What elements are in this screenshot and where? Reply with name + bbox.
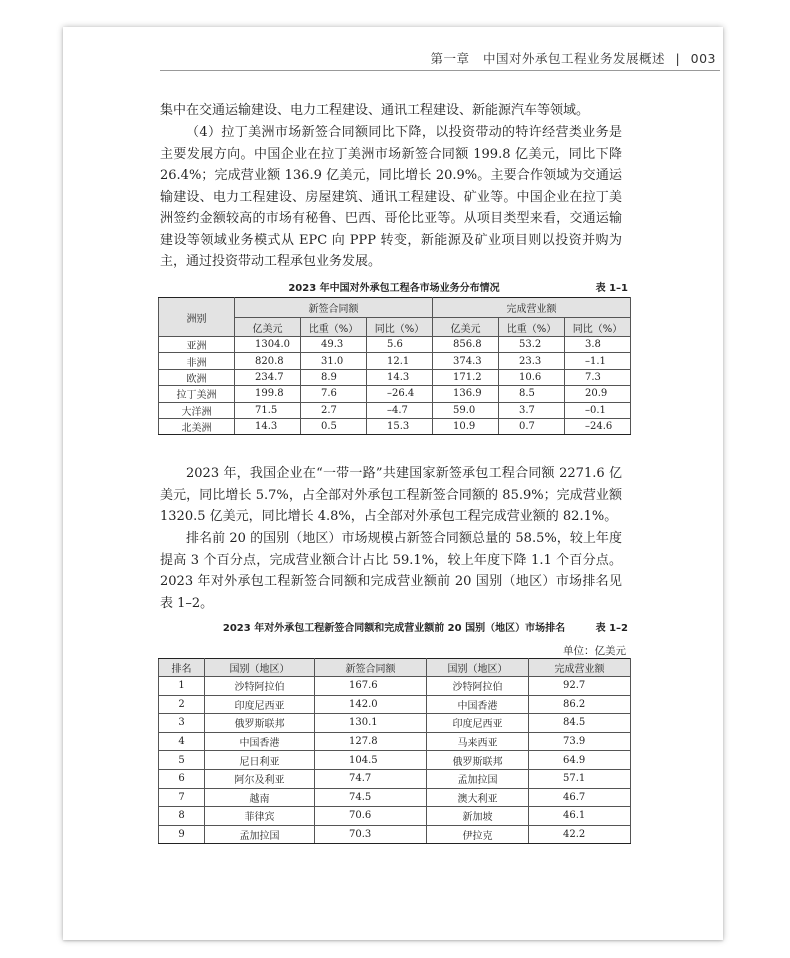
- table-row: [159, 751, 631, 770]
- table-row: [159, 418, 631, 434]
- cell: 5.6: [367, 337, 433, 353]
- header-page-number: 003: [690, 51, 716, 66]
- cell: 92.7: [529, 677, 631, 696]
- col-header-turnover: 完成营业额: [529, 659, 631, 677]
- cell-country: 菲律宾: [205, 807, 315, 826]
- header-separator: |: [675, 51, 681, 66]
- table2-number: 表 1–2: [595, 623, 628, 634]
- cell-country: 阿尔及利亚: [205, 769, 315, 788]
- col-header-country: 国别（地区）: [205, 659, 315, 677]
- col-header-new-contracts: 新签合同额: [315, 659, 427, 677]
- cell: 199.8: [235, 386, 301, 402]
- cell-region: 拉丁美洲: [159, 386, 235, 402]
- cell: 70.3: [315, 825, 427, 844]
- cell: 1304.0: [235, 337, 301, 353]
- cell-rank: 2: [159, 695, 205, 714]
- cell-rank: 7: [159, 788, 205, 807]
- cell-rank: 5: [159, 751, 205, 770]
- cell: 142.0: [315, 695, 427, 714]
- cell: 234.7: [235, 369, 301, 385]
- col-header-rank: 排名: [159, 659, 205, 677]
- cell: 7.6: [301, 386, 367, 402]
- running-header: [431, 49, 717, 67]
- sub-header: 比重（%）: [499, 318, 565, 337]
- sub-header: 同比（%）: [367, 318, 433, 337]
- cell: 0.5: [301, 418, 367, 434]
- table-row: [159, 825, 631, 844]
- cell-country: 沙特阿拉伯: [427, 677, 529, 696]
- sub-header: 亿美元: [235, 318, 301, 337]
- table-row: [159, 369, 631, 385]
- cell-country: 印度尼西亚: [427, 714, 529, 733]
- cell: 23.3: [499, 353, 565, 369]
- table1-caption-title: 2023 年中国对外承包工程各市场业务分布情况: [288, 283, 500, 294]
- sub-header: 亿美元: [433, 318, 499, 337]
- table2-caption-title: 2023 年对外承包工程新签合同额和完成营业额前 20 国别（地区）市场排名: [222, 623, 566, 634]
- paragraph-3: 2023 年，我国企业在“一带一路”共建国家新签承包工程合同额 2271.6 亿美元，同比增长 5.7%，占全部对外承包工程新签合同额的 85.9%；完成营业额 1320.5 亿美元，同比增长 4.8%，占全部对外承包工程完成营业额的 82.1%。: [160, 466, 622, 524]
- cell: 74.7: [315, 769, 427, 788]
- cell: –4.7: [367, 402, 433, 418]
- table1-number: 表 1–1: [595, 283, 628, 294]
- cell-country: 马来西亚: [427, 732, 529, 751]
- cell: 53.2: [499, 337, 565, 353]
- cell-country: 越南: [205, 788, 315, 807]
- cell-country: 尼日利亚: [205, 751, 315, 770]
- paragraph-2: （4）拉丁美洲市场新签合同额同比下降，以投资带动的特许经营类业务是主要发展方向。中国企业在拉丁美洲市场新签合同额 199.8 亿美元，同比下降 26.4%；完成营业额 136.9 亿美元，同比增长 20.9%。主要合作领域为交通运输建设、电力工程建设、房屋建筑、通讯工程建设、矿业等。中国企业在拉丁美洲签约金额较高的市场有秘鲁、巴西、哥伦比亚等。从项目类型来看，交通运输建设等领域业务模式从 EPC 向 PPP 转变，新能源及矿业项目则以投资并购为主，通过投资带动工程承包业务发展。: [160, 125, 622, 269]
- cell: –0.1: [565, 402, 631, 418]
- table-row: [159, 677, 631, 696]
- cell: 136.9: [433, 386, 499, 402]
- cell-country: 澳大利亚: [427, 788, 529, 807]
- cell-region: 北美洲: [159, 418, 235, 434]
- cell-country: 中国香港: [427, 695, 529, 714]
- cell: 130.1: [315, 714, 427, 733]
- cell: 171.2: [433, 369, 499, 385]
- cell-country: 伊拉克: [427, 825, 529, 844]
- cell: –26.4: [367, 386, 433, 402]
- market-distribution-table: [158, 297, 631, 435]
- paragraph-4: 排名前 20 的国别（地区）市场规模占新签合同额总量的 58.5%，较上年度提高 3 个百分点，完成营业额合计占比 59.1%，较上年度下降 1.1 个百分点。2023 年对外承包工程新签合同额和完成营业额前 20 国别（地区）市场排名见表 1–2。: [160, 531, 622, 611]
- cell-region: 亚洲: [159, 337, 235, 353]
- cell: 64.9: [529, 751, 631, 770]
- cell: 73.9: [529, 732, 631, 751]
- cell: –24.6: [565, 418, 631, 434]
- table1-caption: [160, 279, 628, 294]
- cell: 3.8: [565, 337, 631, 353]
- cell: 74.5: [315, 788, 427, 807]
- cell: 820.8: [235, 353, 301, 369]
- cell-rank: 8: [159, 807, 205, 826]
- cell: 12.1: [367, 353, 433, 369]
- cell: 10.9: [433, 418, 499, 434]
- cell: 8.9: [301, 369, 367, 385]
- table-row: [159, 807, 631, 826]
- cell: 127.8: [315, 732, 427, 751]
- table2-unit: 单位：亿美元: [563, 645, 626, 657]
- cell-country: 新加坡: [427, 807, 529, 826]
- cell: 46.1: [529, 807, 631, 826]
- cell: 46.7: [529, 788, 631, 807]
- cell-country: 中国香港: [205, 732, 315, 751]
- cell-country: 印度尼西亚: [205, 695, 315, 714]
- cell-country: 孟加拉国: [205, 825, 315, 844]
- cell: 856.8: [433, 337, 499, 353]
- cell-rank: 6: [159, 769, 205, 788]
- header-title: 中国对外承包工程业务发展概述: [482, 51, 665, 66]
- cell-country: 孟加拉国: [427, 769, 529, 788]
- table-row: [159, 769, 631, 788]
- cell: 14.3: [367, 369, 433, 385]
- cell: 20.9: [565, 386, 631, 402]
- cell: 8.5: [499, 386, 565, 402]
- table2-body: [159, 677, 631, 844]
- cell: 71.5: [235, 402, 301, 418]
- table-row: [159, 714, 631, 733]
- table-row: [159, 695, 631, 714]
- cell: 84.5: [529, 714, 631, 733]
- cell-rank: 1: [159, 677, 205, 696]
- cell: 10.6: [499, 369, 565, 385]
- cell: 49.3: [301, 337, 367, 353]
- cell: 15.3: [367, 418, 433, 434]
- cell: 14.3: [235, 418, 301, 434]
- paragraph-1: 集中在交通运输建设、电力工程建设、通讯工程建设、新能源汽车等领域。: [160, 103, 590, 118]
- cell: 7.3: [565, 369, 631, 385]
- table-row: [159, 732, 631, 751]
- cell: 0.7: [499, 418, 565, 434]
- cell-country: 俄罗斯联邦: [427, 751, 529, 770]
- sub-header: 同比（%）: [565, 318, 631, 337]
- group-header-turnover: 完成营业额: [433, 298, 631, 318]
- cell-rank: 9: [159, 825, 205, 844]
- cell: 167.6: [315, 677, 427, 696]
- sub-header: 比重（%）: [301, 318, 367, 337]
- cell: 70.6: [315, 807, 427, 826]
- col-header-country: 国别（地区）: [427, 659, 529, 677]
- table-row: [159, 386, 631, 402]
- group-header-new-contracts: 新签合同额: [235, 298, 433, 318]
- header-chapter: 第一章: [430, 51, 470, 66]
- cell-region: 大洋洲: [159, 402, 235, 418]
- cell-region: 非洲: [159, 353, 235, 369]
- table1-body: [159, 337, 631, 435]
- cell-country: 俄罗斯联邦: [205, 714, 315, 733]
- col-header-region: 洲别: [159, 298, 235, 337]
- cell: 2.7: [301, 402, 367, 418]
- cell-region: 欧洲: [159, 369, 235, 385]
- cell: 31.0: [301, 353, 367, 369]
- header-rule: [160, 70, 720, 71]
- table-row: [159, 788, 631, 807]
- cell: 86.2: [529, 695, 631, 714]
- cell-country: 沙特阿拉伯: [205, 677, 315, 696]
- cell: 3.7: [499, 402, 565, 418]
- table2-caption: [160, 619, 628, 634]
- table-row: [159, 402, 631, 418]
- cell: 59.0: [433, 402, 499, 418]
- top20-ranking-table: [158, 658, 631, 844]
- cell-rank: 3: [159, 714, 205, 733]
- cell: 374.3: [433, 353, 499, 369]
- cell: 57.1: [529, 769, 631, 788]
- cell: 42.2: [529, 825, 631, 844]
- cell: 104.5: [315, 751, 427, 770]
- table-row: [159, 353, 631, 369]
- cell-rank: 4: [159, 732, 205, 751]
- cell: –1.1: [565, 353, 631, 369]
- table-row: [159, 337, 631, 353]
